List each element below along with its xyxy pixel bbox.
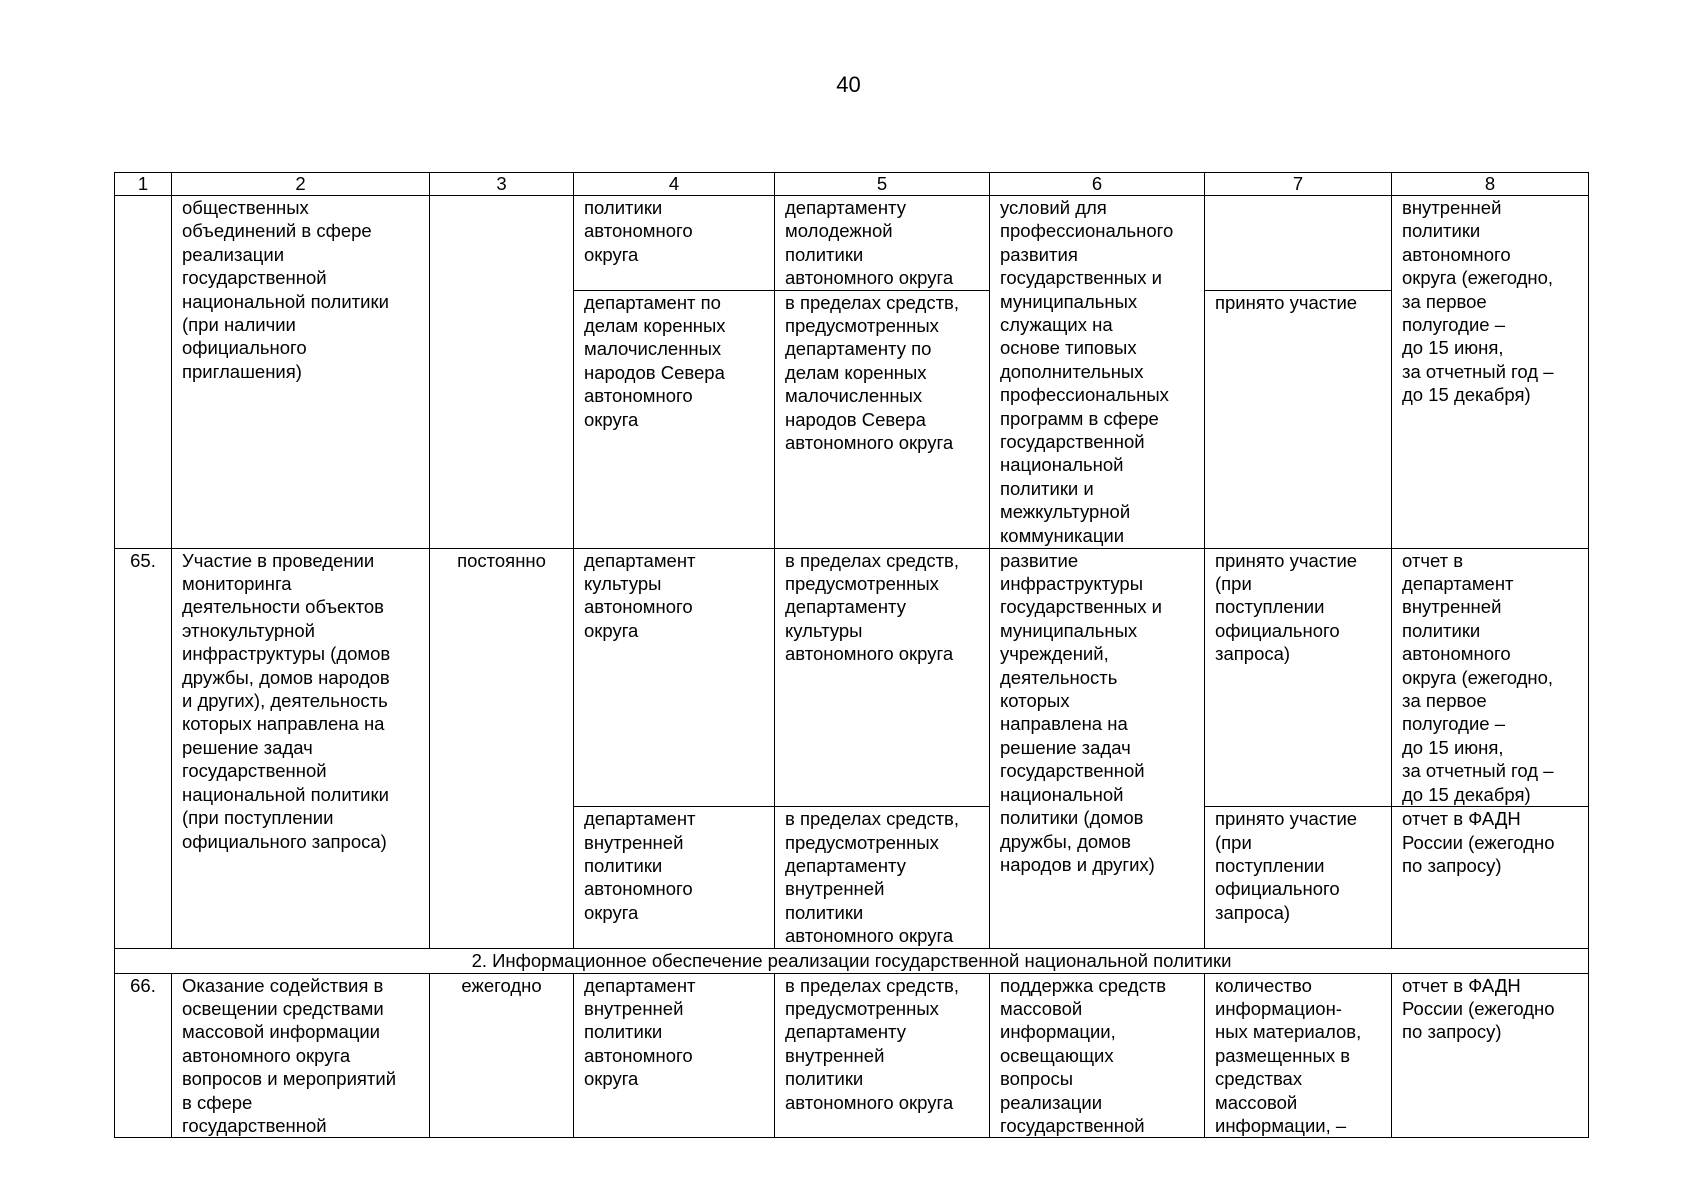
report-cell: отчет в ФАДН России (ежегодно по запросу) [1392,807,1589,948]
header-cell-5: 5 [775,173,990,196]
activity-cell: Оказание содействия в освещении средствами массовой информации автономного округа вопросов и мероприятий в сфере государственной [172,973,430,1138]
indicator-cell [1205,196,1392,291]
term-cell [430,196,574,549]
funding-cell: в пределах средств, предусмотренных департаменту культуры автономного округа [775,548,990,806]
page-number: 40 [836,72,861,97]
funding-cell: в пределах средств, предусмотренных департаменту по делам коренных малочисленных народов Севера автономного округа [775,290,990,548]
term-cell: постоянно [430,548,574,948]
section-row [115,948,1589,973]
header-cell-2: 2 [172,173,430,196]
term-cell: ежегодно [430,973,574,1138]
indicator-cell: принято участие [1205,290,1392,548]
header-cell-3: 3 [430,173,574,196]
report-cell: внутренней политики автономного округа (ежегодно, за первое полугодие – до 15 июня, за отчетный год – до 15 декабря) [1392,196,1589,549]
executor-cell: департамент культуры автономного округа [574,548,775,806]
row-number-cell: 66. [115,973,172,1138]
executor-cell: департамент по делам коренных малочисленных народов Севера автономного округа [574,290,775,548]
plan-table [114,172,1589,1138]
header-cell-4: 4 [574,173,775,196]
header-cell-6: 6 [990,173,1205,196]
indicator-cell: принято участие (при поступлении официального запроса) [1205,807,1392,948]
indicator-cell: количество информацион- ных материалов, размещенных в средствах массовой информации, – [1205,973,1392,1138]
indicator-cell: принято участие (при поступлении официального запроса) [1205,548,1392,806]
header-row [115,173,1589,196]
expected-result-cell: развитие инфраструктуры государственных и муниципальных учреждений, деятельность которых направлена на решение задач государственной национальной политики (домов дружбы, домов народов и других) [990,548,1205,948]
activity-cell: общественных объединений в сфере реализации государственной национальной политики (при наличии официального приглашения) [172,196,430,549]
executor-cell: политики автономного округа [574,196,775,291]
header-cell-8: 8 [1392,173,1589,196]
expected-result-cell: поддержка средств массовой информации, освещающих вопросы реализации государственной [990,973,1205,1138]
header-cell-7: 7 [1205,173,1392,196]
table-row [115,973,1589,1138]
funding-cell: департаменту молодежной политики автономного округа [775,196,990,291]
report-cell: отчет в ФАДН России (ежегодно по запросу) [1392,973,1589,1138]
expected-result-cell: условий для профессионального развития государственных и муниципальных служащих на основе типовых дополнительных профессиональных программ в сфере государственной национальной политики и межкультурной коммуникации [990,196,1205,549]
row-number-cell: 65. [115,548,172,948]
header-cell-1: 1 [115,173,172,196]
executor-cell: департамент внутренней политики автономного округа [574,973,775,1138]
table-row [115,196,1589,291]
funding-cell: в пределах средств, предусмотренных департаменту внутренней политики автономного округа [775,973,990,1138]
executor-cell: департамент внутренней политики автономного округа [574,807,775,948]
section-title: 2. Информационное обеспечение реализации государственной национальной политики [115,948,1589,973]
row-number-cell [115,196,172,549]
report-cell: отчет в департамент внутренней политики автономного округа (ежегодно, за первое полугодие – до 15 июня, за отчетный год – до 15 декабря) [1392,548,1589,806]
table-row [115,548,1589,806]
activity-cell: Участие в проведении мониторинга деятельности объектов этнокультурной инфраструктуры (домов дружбы, домов народов и других), деятельность которых направлена на решение задач государственной национальной политики (при поступлении официального запроса) [172,548,430,948]
funding-cell: в пределах средств, предусмотренных департаменту внутренней политики автономного округа [775,807,990,948]
